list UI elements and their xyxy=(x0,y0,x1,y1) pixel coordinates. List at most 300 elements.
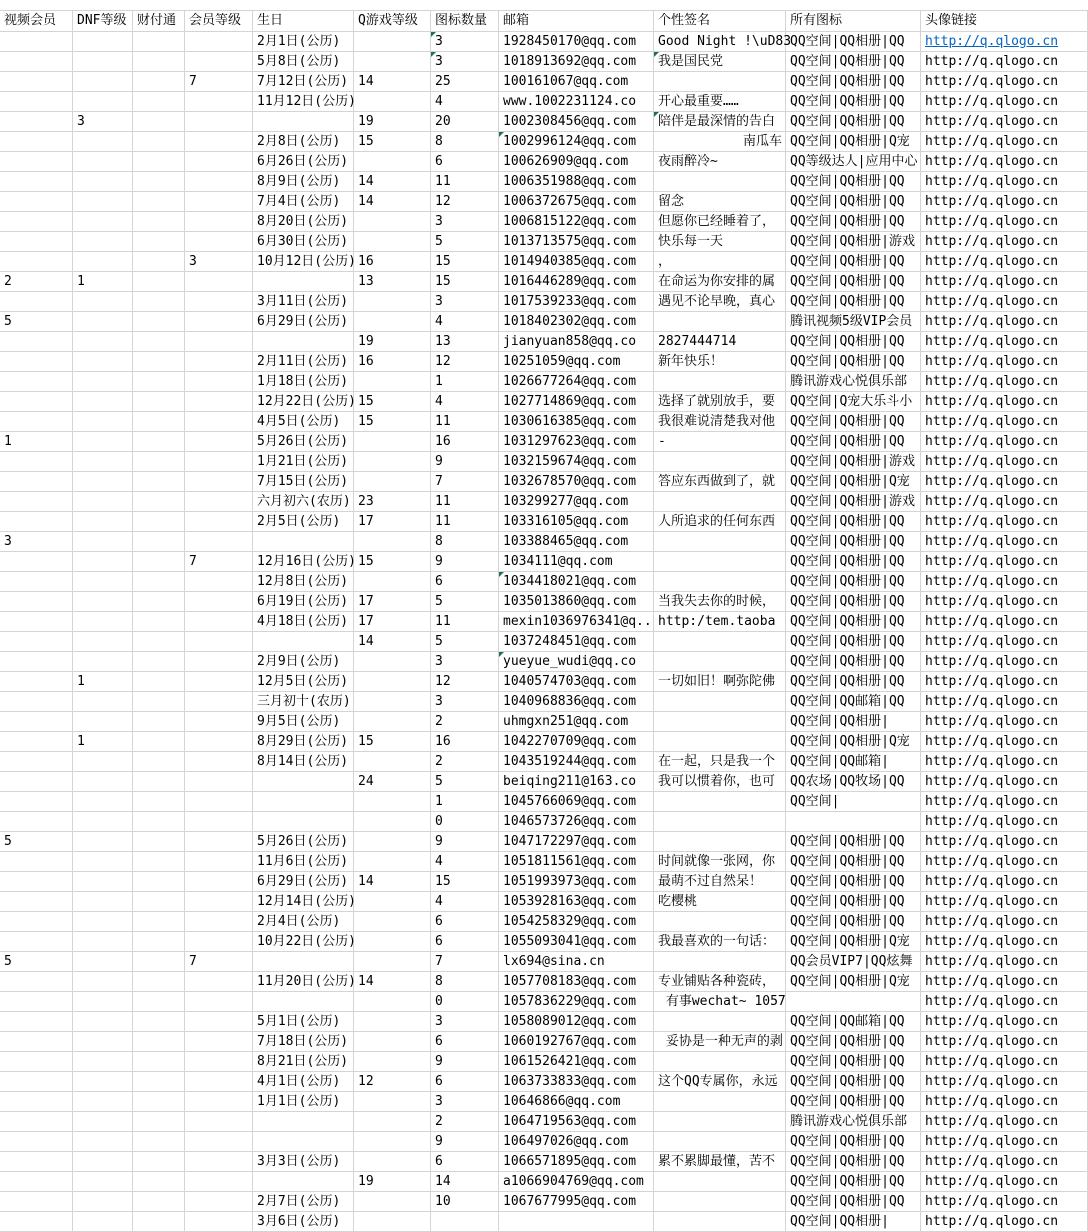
cell-icons[interactable]: QQ空间|QQ相册|QQ xyxy=(786,412,921,432)
cell-pay[interactable] xyxy=(133,452,185,472)
cell-link[interactable]: http://q.qlogo.cn xyxy=(921,132,1088,152)
cell-qgame[interactable]: 14 xyxy=(354,632,431,652)
cell-pay[interactable] xyxy=(133,932,185,952)
cell-email[interactable]: 1017539233@qq.com xyxy=(499,292,654,312)
cell-qgame[interactable] xyxy=(354,532,431,552)
cell-pay[interactable] xyxy=(133,1152,185,1172)
cell-dnf[interactable] xyxy=(73,692,133,712)
cell-sig[interactable]: - xyxy=(654,432,786,452)
cell-qgame[interactable] xyxy=(354,372,431,392)
cell-qgame[interactable]: 17 xyxy=(354,592,431,612)
cell-sig[interactable]: 答应东西做到了，就 xyxy=(654,472,786,492)
cell-icons[interactable]: QQ空间|QQ相册|QQ xyxy=(786,272,921,292)
cell-qgame[interactable] xyxy=(354,312,431,332)
cell-qgame[interactable] xyxy=(354,852,431,872)
cell-sig[interactable]: 有事wechat~ 1057 xyxy=(654,992,786,1012)
cell-link[interactable]: http://q.qlogo.cn xyxy=(921,392,1088,412)
cell-video[interactable] xyxy=(0,1212,73,1232)
cell-pay[interactable] xyxy=(133,252,185,272)
cell-link[interactable]: http://q.qlogo.cn xyxy=(921,1032,1088,1052)
cell-icons[interactable]: QQ空间|QQ相册|QQ xyxy=(786,672,921,692)
cell-email[interactable]: 1031297623@qq.com xyxy=(499,432,654,452)
cell-link[interactable]: http://q.qlogo.cn xyxy=(921,512,1088,532)
cell-icons[interactable]: 腾讯视频5级VIP会员 xyxy=(786,312,921,332)
cell-video[interactable] xyxy=(0,372,73,392)
cell-vip[interactable] xyxy=(185,672,253,692)
cell-vip[interactable] xyxy=(185,192,253,212)
cell-bday[interactable] xyxy=(253,272,354,292)
cell-bday[interactable]: 4月18日(公历) xyxy=(253,612,354,632)
cell-vip[interactable] xyxy=(185,452,253,472)
cell-dnf[interactable] xyxy=(73,452,133,472)
cell-sig[interactable] xyxy=(654,532,786,552)
cell-sig[interactable]: 一切如旧！啊弥陀佛 xyxy=(654,672,786,692)
cell-bday[interactable] xyxy=(253,1172,354,1192)
cell-vip[interactable] xyxy=(185,172,253,192)
cell-video[interactable] xyxy=(0,872,73,892)
cell-vip[interactable] xyxy=(185,732,253,752)
cell-dnf[interactable] xyxy=(73,1132,133,1152)
cell-icons[interactable]: QQ空间|QQ相册|Q宠 xyxy=(786,132,921,152)
cell-icons[interactable] xyxy=(786,992,921,1012)
cell-vip[interactable] xyxy=(185,52,253,72)
cell-qgame[interactable]: 16 xyxy=(354,352,431,372)
cell-bday[interactable]: 11月12日(公历) xyxy=(253,92,354,112)
cell-icons[interactable]: QQ空间|QQ相册|QQ xyxy=(786,292,921,312)
cell-bday[interactable]: 12月22日(公历) xyxy=(253,392,354,412)
cell-dnf[interactable] xyxy=(73,712,133,732)
cell-email[interactable]: 1058089012@qq.com xyxy=(499,1012,654,1032)
cell-icons[interactable]: QQ空间|QQ相册|游戏 xyxy=(786,452,921,472)
cell-qgame[interactable]: 14 xyxy=(354,872,431,892)
cell-link[interactable]: http://q.qlogo.cn xyxy=(921,992,1088,1012)
cell-qgame[interactable]: 12 xyxy=(354,1072,431,1092)
cell-video[interactable] xyxy=(0,392,73,412)
cell-pay[interactable] xyxy=(133,372,185,392)
cell-icons[interactable] xyxy=(786,812,921,832)
cell-qgame[interactable] xyxy=(354,652,431,672)
cell-email[interactable]: 1045766069@qq.com xyxy=(499,792,654,812)
cell-qgame[interactable] xyxy=(354,892,431,912)
cell-email[interactable]: 1055093041@qq.com xyxy=(499,932,654,952)
cell-video[interactable] xyxy=(0,292,73,312)
cell-cnt[interactable]: 0 xyxy=(431,812,499,832)
cell-cnt[interactable]: 11 xyxy=(431,612,499,632)
cell-video[interactable] xyxy=(0,212,73,232)
cell-qgame[interactable]: 14 xyxy=(354,172,431,192)
cell-cnt[interactable]: 11 xyxy=(431,172,499,192)
cell-bday[interactable]: 2月8日(公历) xyxy=(253,132,354,152)
cell-bday[interactable]: 2月4日(公历) xyxy=(253,912,354,932)
cell-icons[interactable]: QQ空间|QQ相册|QQ xyxy=(786,32,921,52)
cell-dnf[interactable] xyxy=(73,332,133,352)
cell-vip[interactable] xyxy=(185,1012,253,1032)
cell-video[interactable] xyxy=(0,752,73,772)
cell-email[interactable]: mexin1036976341@q.. xyxy=(499,612,654,632)
cell-video[interactable] xyxy=(0,512,73,532)
cell-dnf[interactable] xyxy=(73,212,133,232)
cell-email[interactable]: 103388465@qq.com xyxy=(499,532,654,552)
cell-email[interactable]: 1032678570@qq.com xyxy=(499,472,654,492)
cell-cnt[interactable]: 10 xyxy=(431,1192,499,1212)
cell-pay[interactable] xyxy=(133,72,185,92)
cell-qgame[interactable] xyxy=(354,1132,431,1152)
cell-icons[interactable]: QQ空间|QQ相册|QQ xyxy=(786,552,921,572)
cell-bday[interactable]: 3月3日(公历) xyxy=(253,1152,354,1172)
column-header-icons[interactable]: 所有图标 xyxy=(786,11,921,32)
cell-email[interactable]: 1053928163@qq.com xyxy=(499,892,654,912)
cell-email[interactable]: 1002996124@qq.com xyxy=(499,132,654,152)
cell-cnt[interactable]: 0 xyxy=(431,992,499,1012)
cell-email[interactable]: 1063733833@qq.com xyxy=(499,1072,654,1092)
cell-video[interactable] xyxy=(0,252,73,272)
cell-vip[interactable] xyxy=(185,872,253,892)
cell-sig[interactable] xyxy=(654,1092,786,1112)
cell-bday[interactable]: 2月9日(公历) xyxy=(253,652,354,672)
cell-icons[interactable]: QQ空间|QQ相册|游戏 xyxy=(786,232,921,252)
cell-link[interactable]: http://q.qlogo.cn xyxy=(921,692,1088,712)
cell-bday[interactable]: 12月14日(公历) xyxy=(253,892,354,912)
cell-vip[interactable] xyxy=(185,272,253,292)
cell-cnt[interactable]: 2 xyxy=(431,1112,499,1132)
cell-dnf[interactable] xyxy=(73,252,133,272)
cell-sig[interactable] xyxy=(654,372,786,392)
cell-video[interactable] xyxy=(0,1012,73,1032)
cell-vip[interactable] xyxy=(185,212,253,232)
cell-icons[interactable]: QQ空间|QQ相册|QQ xyxy=(786,1132,921,1152)
cell-link[interactable]: http://q.qlogo.cn xyxy=(921,292,1088,312)
cell-video[interactable] xyxy=(0,912,73,932)
cell-icons[interactable]: QQ等级达人|应用中心 xyxy=(786,152,921,172)
cell-video[interactable] xyxy=(0,1192,73,1212)
cell-pay[interactable] xyxy=(133,232,185,252)
cell-icons[interactable]: QQ空间|QQ相册|QQ xyxy=(786,612,921,632)
cell-icons[interactable]: QQ空间|QQ相册|Q宠 xyxy=(786,732,921,752)
cell-cnt[interactable]: 15 xyxy=(431,272,499,292)
cell-dnf[interactable] xyxy=(73,872,133,892)
cell-video[interactable] xyxy=(0,1172,73,1192)
cell-video[interactable] xyxy=(0,492,73,512)
cell-cnt[interactable]: 4 xyxy=(431,852,499,872)
cell-video[interactable] xyxy=(0,152,73,172)
cell-bday[interactable]: 7月12日(公历) xyxy=(253,72,354,92)
cell-dnf[interactable] xyxy=(73,512,133,532)
cell-icons[interactable]: QQ空间|QQ相册|游戏 xyxy=(786,492,921,512)
cell-qgame[interactable] xyxy=(354,792,431,812)
cell-icons[interactable]: QQ农场|QQ牧场|QQ xyxy=(786,772,921,792)
cell-icons[interactable]: 腾讯游戏心悦俱乐部 xyxy=(786,1112,921,1132)
cell-dnf[interactable] xyxy=(73,52,133,72)
cell-pay[interactable] xyxy=(133,1192,185,1212)
cell-qgame[interactable]: 17 xyxy=(354,612,431,632)
cell-cnt[interactable]: 16 xyxy=(431,732,499,752)
cell-sig[interactable] xyxy=(654,572,786,592)
cell-icons[interactable]: QQ空间|QQ相册|QQ xyxy=(786,212,921,232)
cell-pay[interactable] xyxy=(133,752,185,772)
cell-video[interactable]: 1 xyxy=(0,432,73,452)
cell-qgame[interactable] xyxy=(354,692,431,712)
cell-sig[interactable] xyxy=(654,1172,786,1192)
cell-video[interactable] xyxy=(0,452,73,472)
cell-sig[interactable]: 我可以惯着你，也可 xyxy=(654,772,786,792)
cell-vip[interactable] xyxy=(185,652,253,672)
cell-video[interactable] xyxy=(0,732,73,752)
cell-bday[interactable] xyxy=(253,812,354,832)
cell-bday[interactable]: 6月29日(公历) xyxy=(253,872,354,892)
cell-email[interactable]: 1928450170@qq.com xyxy=(499,32,654,52)
cell-icons[interactable]: QQ空间|QQ相册|QQ xyxy=(786,532,921,552)
cell-link[interactable]: http://q.qlogo.cn xyxy=(921,72,1088,92)
cell-vip[interactable] xyxy=(185,372,253,392)
cell-vip[interactable] xyxy=(185,1112,253,1132)
cell-cnt[interactable]: 2 xyxy=(431,712,499,732)
cell-qgame[interactable] xyxy=(354,32,431,52)
cell-sig[interactable]: 我是国民党 xyxy=(654,52,786,72)
column-header-bday[interactable]: 生日 xyxy=(253,11,354,32)
cell-qgame[interactable]: 14 xyxy=(354,192,431,212)
cell-cnt[interactable]: 9 xyxy=(431,1052,499,1072)
cell-dnf[interactable] xyxy=(73,72,133,92)
cell-dnf[interactable] xyxy=(73,352,133,372)
cell-email[interactable]: jianyuan858@qq.co xyxy=(499,332,654,352)
cell-vip[interactable] xyxy=(185,592,253,612)
cell-video[interactable] xyxy=(0,572,73,592)
cell-pay[interactable] xyxy=(133,832,185,852)
cell-bday[interactable]: 12月8日(公历) xyxy=(253,572,354,592)
cell-pay[interactable] xyxy=(133,272,185,292)
cell-dnf[interactable] xyxy=(73,992,133,1012)
cell-qgame[interactable] xyxy=(354,572,431,592)
cell-icons[interactable]: QQ空间|QQ相册|QQ xyxy=(786,172,921,192)
cell-email[interactable]: 1032159674@qq.com xyxy=(499,452,654,472)
cell-video[interactable] xyxy=(0,552,73,572)
cell-link[interactable]: http://q.qlogo.cn xyxy=(921,1192,1088,1212)
cell-video[interactable] xyxy=(0,412,73,432)
cell-pay[interactable] xyxy=(133,632,185,652)
cell-qgame[interactable] xyxy=(354,92,431,112)
cell-pay[interactable] xyxy=(133,292,185,312)
cell-icons[interactable]: QQ空间|QQ相册|QQ xyxy=(786,92,921,112)
cell-bday[interactable]: 12月5日(公历) xyxy=(253,672,354,692)
cell-sig[interactable]: 最萌不过自然呆！ xyxy=(654,872,786,892)
cell-link[interactable]: http://q.qlogo.cn xyxy=(921,872,1088,892)
cell-sig[interactable] xyxy=(654,172,786,192)
cell-icons[interactable]: QQ空间|QQ相册| xyxy=(786,712,921,732)
cell-dnf[interactable] xyxy=(73,832,133,852)
cell-email[interactable]: 10251059@qq.com xyxy=(499,352,654,372)
cell-dnf[interactable] xyxy=(73,1092,133,1112)
cell-qgame[interactable] xyxy=(354,472,431,492)
cell-sig[interactable]: 人所追求的任何东西 xyxy=(654,512,786,532)
column-header-qgame[interactable]: Q游戏等级 xyxy=(354,11,431,32)
cell-qgame[interactable] xyxy=(354,452,431,472)
cell-video[interactable] xyxy=(0,612,73,632)
cell-bday[interactable]: 12月16日(公历) xyxy=(253,552,354,572)
cell-sig[interactable]: 我很难说清楚我对他 xyxy=(654,412,786,432)
cell-link[interactable]: http://q.qlogo.cn xyxy=(921,1052,1088,1072)
cell-cnt[interactable]: 4 xyxy=(431,92,499,112)
cell-cnt[interactable]: 1 xyxy=(431,792,499,812)
column-header-email[interactable]: 邮箱 xyxy=(499,11,654,32)
cell-video[interactable] xyxy=(0,972,73,992)
cell-cnt[interactable]: 4 xyxy=(431,392,499,412)
cell-pay[interactable] xyxy=(133,1092,185,1112)
cell-icons[interactable]: QQ空间|QQ相册| xyxy=(786,1212,921,1232)
cell-pay[interactable] xyxy=(133,1212,185,1232)
cell-pay[interactable] xyxy=(133,112,185,132)
cell-vip[interactable] xyxy=(185,1052,253,1072)
cell-vip[interactable] xyxy=(185,612,253,632)
cell-vip[interactable] xyxy=(185,292,253,312)
cell-sig[interactable] xyxy=(654,712,786,732)
cell-link[interactable]: http://q.qlogo.cn xyxy=(921,652,1088,672)
cell-pay[interactable] xyxy=(133,712,185,732)
cell-dnf[interactable] xyxy=(73,492,133,512)
cell-icons[interactable]: QQ空间|QQ相册|QQ xyxy=(786,572,921,592)
cell-bday[interactable]: 6月26日(公历) xyxy=(253,152,354,172)
cell-dnf[interactable] xyxy=(73,192,133,212)
cell-link[interactable]: http://q.qlogo.cn xyxy=(921,272,1088,292)
cell-sig[interactable] xyxy=(654,812,786,832)
cell-dnf[interactable] xyxy=(73,132,133,152)
cell-pay[interactable] xyxy=(133,192,185,212)
cell-link[interactable]: http://q.qlogo.cn xyxy=(921,1112,1088,1132)
cell-cnt[interactable]: 3 xyxy=(431,52,499,72)
cell-vip[interactable] xyxy=(185,532,253,552)
cell-vip[interactable] xyxy=(185,92,253,112)
cell-link[interactable]: http://q.qlogo.cn xyxy=(921,532,1088,552)
cell-icons[interactable]: QQ空间|QQ邮箱| xyxy=(786,752,921,772)
cell-video[interactable] xyxy=(0,932,73,952)
cell-vip[interactable] xyxy=(185,1172,253,1192)
cell-bday[interactable]: 6月19日(公历) xyxy=(253,592,354,612)
cell-sig[interactable] xyxy=(654,632,786,652)
cell-vip[interactable] xyxy=(185,972,253,992)
cell-link[interactable]: http://q.qlogo.cn xyxy=(921,1132,1088,1152)
cell-vip[interactable] xyxy=(185,1032,253,1052)
cell-email[interactable]: 1034111@qq.com xyxy=(499,552,654,572)
cell-vip[interactable]: 7 xyxy=(185,952,253,972)
cell-icons[interactable]: QQ空间|QQ邮箱|QQ xyxy=(786,692,921,712)
cell-pay[interactable] xyxy=(133,312,185,332)
cell-bday[interactable]: 11月6日(公历) xyxy=(253,852,354,872)
cell-bday[interactable] xyxy=(253,952,354,972)
cell-pay[interactable] xyxy=(133,1032,185,1052)
cell-video[interactable]: 5 xyxy=(0,312,73,332)
cell-link[interactable]: http://q.qlogo.cn xyxy=(921,932,1088,952)
cell-cnt[interactable]: 9 xyxy=(431,452,499,472)
cell-sig[interactable]: 开心最重要…… xyxy=(654,92,786,112)
cell-bday[interactable]: 4月1日(公历) xyxy=(253,1072,354,1092)
cell-email[interactable]: 106497026@qq.com xyxy=(499,1132,654,1152)
cell-bday[interactable]: 4月5日(公历) xyxy=(253,412,354,432)
cell-link[interactable]: http://q.qlogo.cn xyxy=(921,1072,1088,1092)
cell-cnt[interactable]: 2 xyxy=(431,752,499,772)
cell-bday[interactable] xyxy=(253,772,354,792)
cell-qgame[interactable] xyxy=(354,232,431,252)
cell-email[interactable]: 1057708183@qq.com xyxy=(499,972,654,992)
cell-link[interactable]: http://q.qlogo.cn xyxy=(921,1172,1088,1192)
cell-dnf[interactable]: 1 xyxy=(73,272,133,292)
cell-email[interactable]: 1016446289@qq.com xyxy=(499,272,654,292)
cell-pay[interactable] xyxy=(133,732,185,752)
cell-pay[interactable] xyxy=(133,972,185,992)
cell-pay[interactable] xyxy=(133,872,185,892)
cell-dnf[interactable] xyxy=(73,432,133,452)
cell-email[interactable]: beiqing211@163.co xyxy=(499,772,654,792)
cell-pay[interactable] xyxy=(133,992,185,1012)
cell-sig[interactable]: 在一起，只是我一个 xyxy=(654,752,786,772)
cell-link[interactable]: http://q.qlogo.cn xyxy=(921,112,1088,132)
cell-sig[interactable]: 陪伴是最深情的告白 xyxy=(654,112,786,132)
cell-qgame[interactable]: 15 xyxy=(354,732,431,752)
cell-video[interactable] xyxy=(0,172,73,192)
cell-link[interactable]: http://q.qlogo.cn xyxy=(921,592,1088,612)
cell-email[interactable]: lx694@sina.cn xyxy=(499,952,654,972)
cell-vip[interactable] xyxy=(185,1192,253,1212)
cell-vip[interactable] xyxy=(185,152,253,172)
cell-dnf[interactable] xyxy=(73,1152,133,1172)
cell-pay[interactable] xyxy=(133,792,185,812)
cell-bday[interactable] xyxy=(253,112,354,132)
cell-email[interactable]: 1040574703@qq.com xyxy=(499,672,654,692)
cell-email[interactable]: 1067677995@qq.com xyxy=(499,1192,654,1212)
cell-icons[interactable]: QQ空间|QQ相册|QQ xyxy=(786,352,921,372)
cell-video[interactable] xyxy=(0,692,73,712)
cell-link[interactable]: http://q.qlogo.cn xyxy=(921,1212,1088,1232)
cell-sig[interactable] xyxy=(654,72,786,92)
cell-pay[interactable] xyxy=(133,892,185,912)
cell-qgame[interactable] xyxy=(354,672,431,692)
cell-icons[interactable]: QQ空间| xyxy=(786,792,921,812)
cell-icons[interactable]: QQ会员VIP7|QQ炫舞 xyxy=(786,952,921,972)
cell-icons[interactable]: QQ空间|QQ相册|QQ xyxy=(786,52,921,72)
cell-vip[interactable] xyxy=(185,432,253,452)
cell-bday[interactable]: 8月14日(公历) xyxy=(253,752,354,772)
cell-sig[interactable] xyxy=(654,792,786,812)
cell-email[interactable]: 1030616385@qq.com xyxy=(499,412,654,432)
cell-video[interactable] xyxy=(0,112,73,132)
cell-vip[interactable] xyxy=(185,692,253,712)
cell-bday[interactable]: 5月1日(公历) xyxy=(253,1012,354,1032)
cell-qgame[interactable] xyxy=(354,1112,431,1132)
cell-dnf[interactable] xyxy=(73,1072,133,1092)
cell-vip[interactable] xyxy=(185,312,253,332)
cell-cnt[interactable]: 13 xyxy=(431,332,499,352)
cell-video[interactable]: 3 xyxy=(0,532,73,552)
cell-email[interactable]: 1046573726@qq.com xyxy=(499,812,654,832)
cell-link[interactable]: http://q.qlogo.cn xyxy=(921,852,1088,872)
cell-qgame[interactable]: 13 xyxy=(354,272,431,292)
cell-qgame[interactable] xyxy=(354,432,431,452)
cell-sig[interactable]: 我最喜欢的一句话： xyxy=(654,932,786,952)
cell-email[interactable]: 1013713575@qq.com xyxy=(499,232,654,252)
cell-pay[interactable] xyxy=(133,552,185,572)
cell-qgame[interactable] xyxy=(354,1152,431,1172)
cell-sig[interactable]: Good Night !\uD83 xyxy=(654,32,786,52)
cell-qgame[interactable] xyxy=(354,912,431,932)
cell-icons[interactable]: QQ空间|QQ相册|QQ xyxy=(786,872,921,892)
cell-video[interactable] xyxy=(0,332,73,352)
cell-dnf[interactable] xyxy=(73,392,133,412)
cell-dnf[interactable] xyxy=(73,1032,133,1052)
cell-email[interactable]: yueyue_wudi@qq.co xyxy=(499,652,654,672)
cell-sig[interactable]: 时间就像一张网，你 xyxy=(654,852,786,872)
cell-bday[interactable]: 5月26日(公历) xyxy=(253,432,354,452)
cell-dnf[interactable] xyxy=(73,612,133,632)
cell-video[interactable]: 5 xyxy=(0,832,73,852)
cell-email[interactable]: www.1002231124.co xyxy=(499,92,654,112)
